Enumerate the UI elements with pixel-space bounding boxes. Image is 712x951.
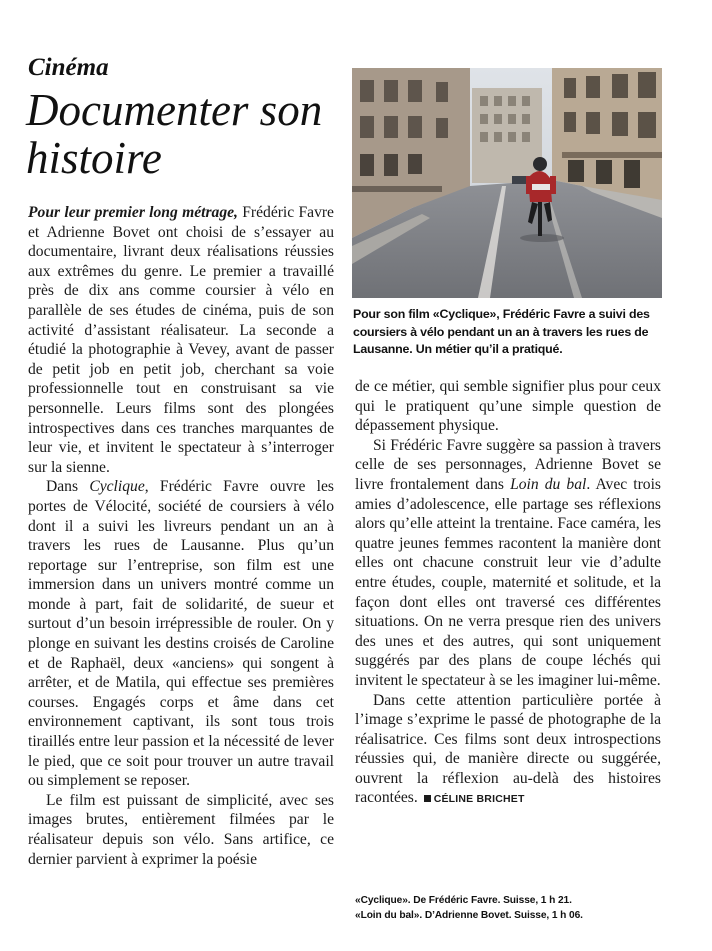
article-column-left [28, 203, 334, 869]
film-title-loin-du-bal: Loin du bal [510, 475, 587, 493]
paragraph-2-text-a: Dans [46, 478, 90, 496]
film-credits [355, 893, 667, 923]
author-signature: CÉLINE BRICHET [433, 793, 525, 806]
paragraph-4-text-a: Si Frédéric Favre suggère sa passion à travers celle de ses personnages, Adrienne Bovet se livre frontalement dans [355, 436, 661, 493]
paragraph-2 [28, 477, 334, 791]
paragraph-2-text-b: , Frédéric Favre ouvre les portes de Vélocité, société de coursiers à vélo dont il a suivi les livreurs pendant un an à travers les rues de Lausanne. Plus qu’un reportage sur l’entreprise, son film est une immersion dans un univers montré comme un monde à part, fait de solidarité, de sueur et surtout d’un besoin irrépressible de rouler. On y plonge en suivant les destins croisés de Caroline et de Raphaël, deux «anciens» qui songent à arrêter, et de Matila, qui effectue ses premières courses. Engagés corps et âme dans cet environnement captivant, ils sont tous trois tiraillés entre leur passion et la nécessité de lever le pied, que ce soit pour trouver un autre travail ou simplement se reposer. [28, 478, 334, 790]
paragraph-3-continued: de ce métier, qui semble signifier plus pour ceux qui le pratiquent qu’une simple question de dépassement physique. [355, 378, 661, 435]
article-column-right [355, 377, 661, 810]
lead-in: Pour leur premier long métrage, [28, 204, 238, 221]
paragraph-5 [355, 691, 661, 811]
article-headline: Documenter son histoire [26, 85, 323, 183]
paragraph-1 [28, 203, 334, 477]
article-photo [352, 68, 662, 298]
cyclist-street-photo-icon [352, 68, 662, 298]
paragraph-4-text-b: . Avec trois amies d’adolescence, elle partage ses réflexions alors qu’elle atteint la trentaine. Face caméra, les quatre jeunes femmes racontent la manière dont elles ont chacune construit leur vie d’adulte entre études, couple, maternité et solitude, et la façon dont elles ont traversé ces différentes situations. On ne verra presque rien des univers des unes et des autres, qui sont uniquement suggérés par des plans de coupe léchés qui invitent le spectateur à se les imaginer lui-même. [355, 475, 661, 689]
film-title-cyclique: Cyclique [89, 478, 145, 496]
photo-caption: Pour son film «Cyclique», Frédéric Favre a suivi des coursiers à vélo pendant un an à travers les rues de Lausanne. Un métier qu’il a pratiqué. [353, 307, 650, 356]
paragraph-5-text: Dans cette attention particulière portée à l’image s’exprime le passé de photographe de la réalisatrice. Ces films sont deux introspections réussies qui, de manière directe ou suggérée, ouvrent la réflexion au-delà des histoires racontées. [355, 691, 661, 807]
paragraph-3: Le film est puissant de simplicité, avec ses images brutes, entièrement filmées par le réalisateur depuis son vélo. Sans artifice, ce dernier parvient à exprimer la poésie [28, 791, 334, 868]
paragraph-1-text: Frédéric Favre et Adrienne Bovet ont choisi de s’essayer au documentaire, livrant deux réalisations réussies aux extrêmes du genre. Le premier a travaillé près de dix ans comme coursier à vélo en parallèle de ses études de cinéma, puis de son activité d’assistant réalisateur. La seconde a étudié la photographie à Vevey, avant de passer de petit job en petit job, cherchant sa voie professionnelle tout en construisant sa vie personnelle. Leurs films sont des plongées introspectives dans ces tranches marquantes de leur vie, et invitent le spectateur à s’interroger sur la sienne. [28, 204, 334, 476]
credit-line: «Cyclique». De Frédéric Favre. Suisse, 1 h 21. [355, 895, 572, 906]
credit-line: «Loin du bal». D’Adrienne Bovet. Suisse, 1 h 06. [355, 910, 583, 921]
section-rubric: Cinéma [28, 54, 109, 81]
end-mark-icon [424, 795, 431, 802]
paragraph-4 [355, 436, 661, 691]
